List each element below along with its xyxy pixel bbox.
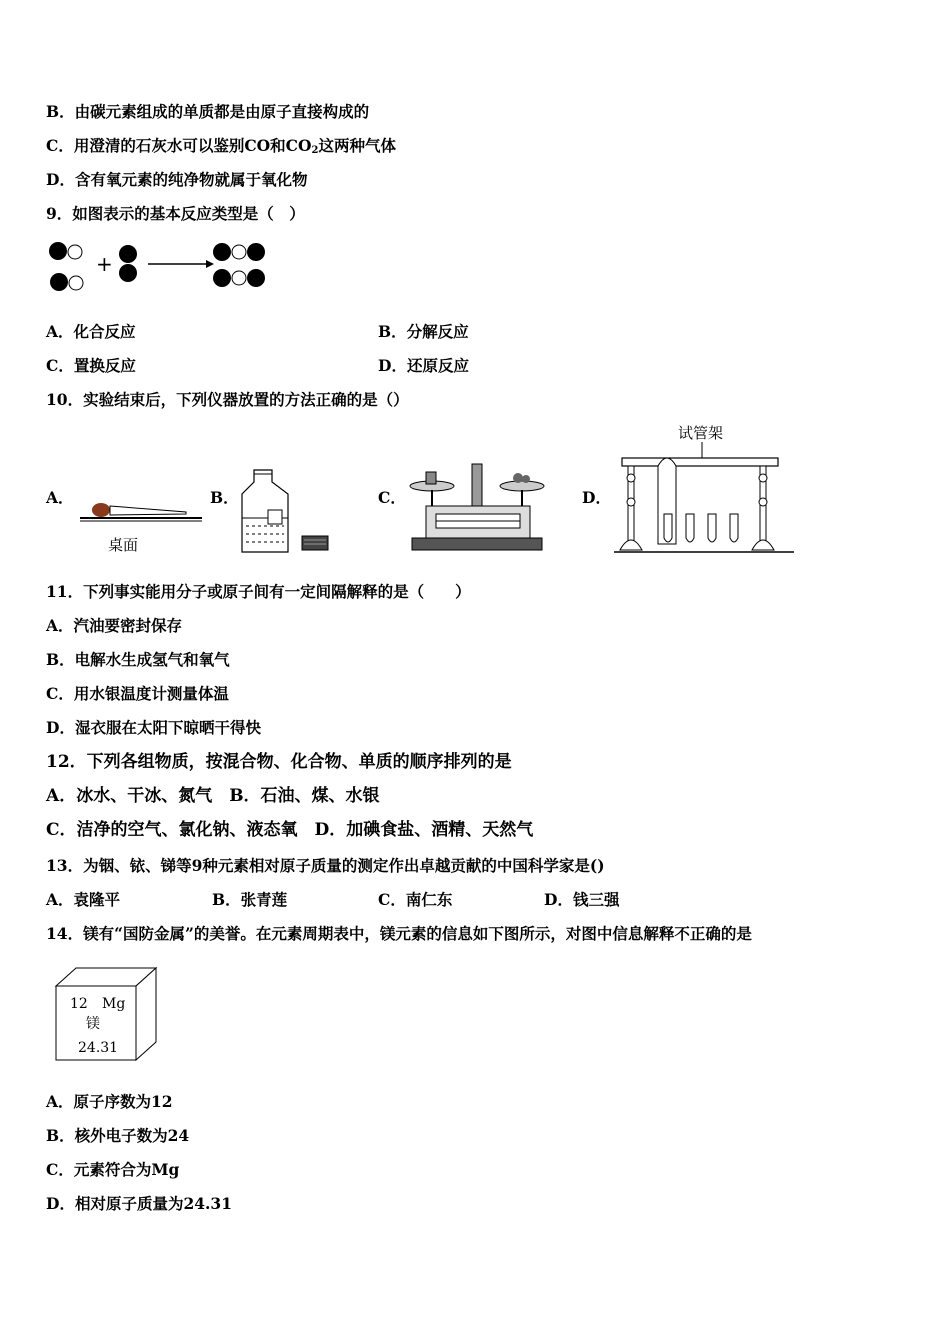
- element-mass: 24.31: [78, 1040, 119, 1056]
- q13-option-b: B．张青莲: [212, 890, 288, 909]
- q13-option-c: C．南仁东: [378, 890, 453, 909]
- q8-option-c: [46, 136, 396, 161]
- q8-option-b: B．由碳元素组成的单质都是由原子直接构成的: [46, 102, 370, 121]
- dropper-tube: [110, 506, 186, 515]
- q11-option-b: B．电解水生成氢气和氧气: [46, 650, 230, 669]
- q9-option-b: B．分解反应: [378, 322, 469, 341]
- q9-option-d: D．还原反应: [378, 356, 469, 375]
- q9-stem: 9．如图表示的基本反应类型是（ ）: [46, 204, 305, 223]
- q8-option-c-subscript: 2: [311, 145, 319, 156]
- q13-option-a: A．袁隆平: [46, 890, 121, 909]
- q14-option-d: D．相对原子质量为24.31: [46, 1194, 232, 1213]
- rack-label: 试管架: [678, 424, 724, 442]
- q13-option-d: D．钱三强: [544, 890, 620, 909]
- q8-option-d: D．含有氧元素的纯净物就属于氧化物: [46, 170, 308, 189]
- q11-stem: 11．下列事实能用分子或原子间有一定间隔解释的是（ ）: [46, 582, 471, 601]
- q10-label-c: C．: [378, 488, 406, 507]
- q12-options-cd: C．洁净的空气、氯化钠、液态氧 D．加碘食盐、酒精、天然气: [46, 820, 534, 840]
- q8-option-c-tail: 这两种气体: [318, 136, 396, 155]
- q11-option-c: C．用水银温度计测量体温: [46, 684, 229, 703]
- right-pan: [500, 481, 544, 491]
- dropper-on-desk-figure: [78, 490, 208, 556]
- q10-stem: 10．实验结束后，下列仪器放置的方法正确的是（）: [46, 390, 409, 409]
- q12-stem: 12．下列各组物质，按混合物、化合物、单质的顺序排列的是: [46, 752, 512, 772]
- q10-label-d: D．: [582, 488, 611, 507]
- reaction-arrow: [148, 260, 214, 268]
- open-bottle-figure: [238, 466, 338, 558]
- element-name: 镁: [86, 1016, 100, 1032]
- plus-sign: +: [96, 252, 113, 276]
- element-symbol: Mg: [102, 996, 126, 1012]
- q10-label-b: B．: [210, 488, 239, 507]
- q13-stem: 13．为铟、铱、锑等9种元素相对原子质量的测定作出卓越贡献的中国科学家是(): [46, 856, 605, 875]
- q9-option-a: A．化合反应: [46, 322, 136, 341]
- bottle-stopper: [302, 536, 328, 550]
- product-molecule-2: [213, 269, 265, 287]
- q14-option-c: C．元素符合为Mg: [46, 1160, 180, 1179]
- test-tube-rack-figure: [610, 420, 800, 560]
- q14-stem: 14．镁有“国防金属”的美誉。在元素周期表中，镁元素的信息如下图所示，对图中信息解释不正确的是: [46, 924, 752, 943]
- molecule-ab-1: [49, 242, 82, 260]
- magnesium-element-card: [52, 966, 162, 1062]
- molecule-b2: [119, 245, 137, 282]
- molecule-ab-2: [50, 273, 83, 291]
- q10-label-a: A．: [46, 488, 74, 507]
- element-number: 12: [70, 996, 88, 1012]
- q8-option-c-text: C．用澄清的石灰水可以鉴别CO和CO: [46, 136, 312, 155]
- balance-scale-figure: [406, 460, 548, 554]
- dropper-bulb: [92, 503, 110, 517]
- desk-label: 桌面: [108, 536, 139, 554]
- q12-options-ab: A．冰水、干冰、氮气 B．石油、煤、水银: [46, 786, 380, 806]
- q14-option-b: B．核外电子数为24: [46, 1126, 190, 1145]
- q11-option-a: A．汽油要密封保存: [46, 616, 183, 635]
- reaction-diagram: [46, 238, 276, 298]
- q9-option-c: C．置换反应: [46, 356, 136, 375]
- q11-option-d: D．湿衣服在太阳下晾晒干得快: [46, 718, 261, 737]
- q14-option-a: A．原子序数为12: [46, 1092, 173, 1111]
- product-molecule-1: [213, 243, 265, 261]
